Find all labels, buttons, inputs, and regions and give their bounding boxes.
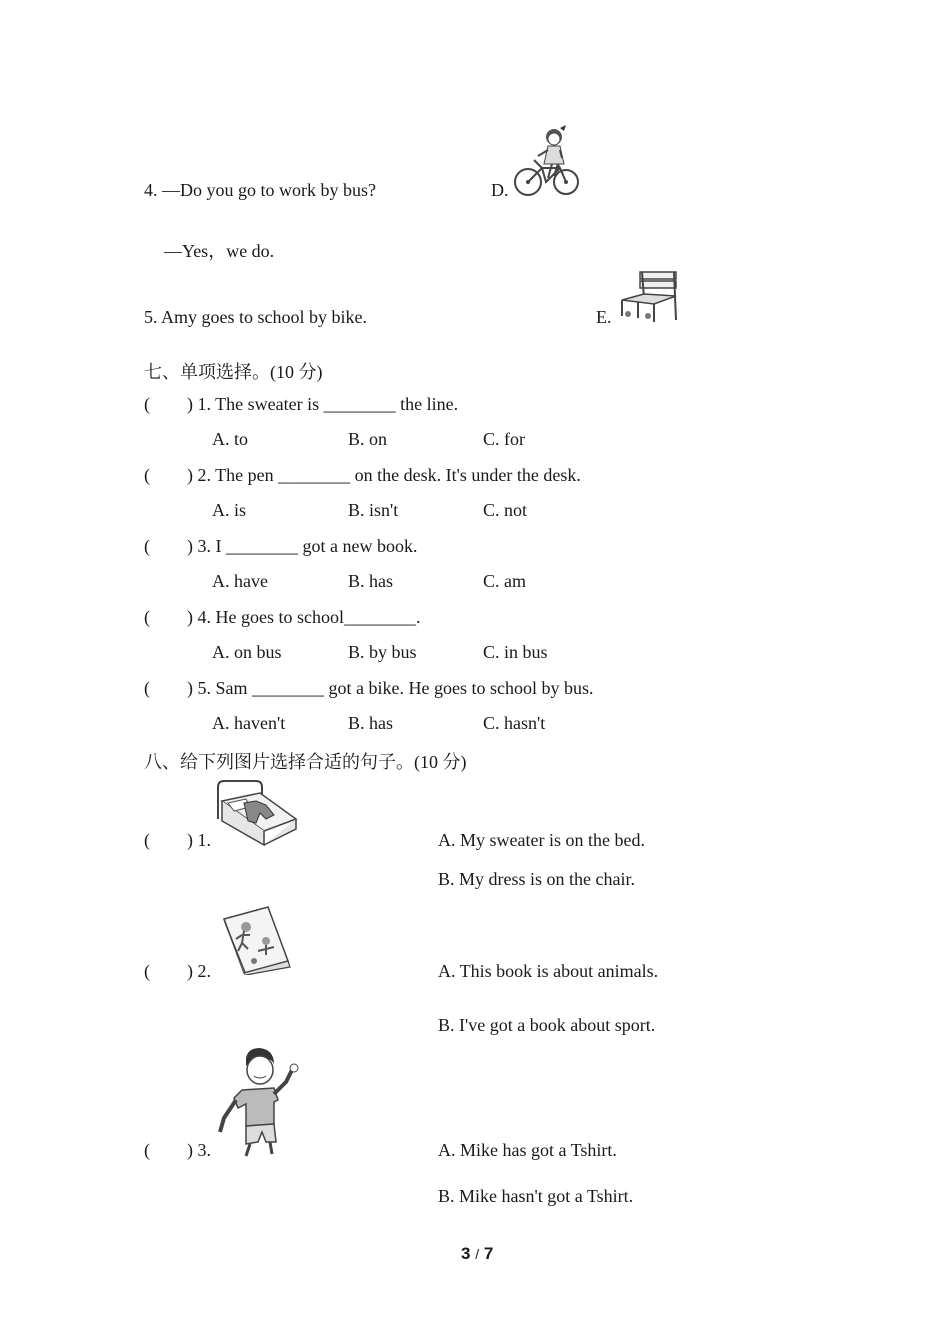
boy-in-tshirt-icon bbox=[216, 1046, 300, 1158]
option-a: A. My sweater is on the bed. bbox=[438, 830, 645, 850]
question-stem: ) 4. He goes to school________. bbox=[187, 607, 421, 627]
option-a: A. Mike has got a Tshirt. bbox=[438, 1140, 617, 1160]
option-b: B. My dress is on the chair. bbox=[438, 869, 635, 889]
answer-paren: ( bbox=[144, 536, 150, 556]
option-e-label: E. bbox=[596, 307, 612, 327]
answer-paren: ( bbox=[144, 394, 150, 414]
page-number bbox=[461, 1244, 493, 1264]
option-b: B. I've got a book about sport. bbox=[438, 1015, 656, 1035]
item-label: ) 3. bbox=[187, 1140, 211, 1160]
section-8-heading: 八、给下列图片选择合适的句子。(10 分) bbox=[144, 752, 467, 772]
answer-paren: ( bbox=[144, 830, 150, 850]
question-stem: ) 3. I ________ got a new book. bbox=[187, 536, 418, 556]
question-4-line2: —Yes，we do. bbox=[164, 241, 275, 261]
option-b: B. has bbox=[348, 713, 393, 733]
item-label: ) 2. bbox=[187, 961, 211, 981]
option-a: A. to bbox=[212, 429, 248, 449]
question-stem: ) 1. The sweater is ________ the line. bbox=[187, 394, 459, 414]
answer-paren: ( bbox=[144, 465, 150, 485]
option-a: A. is bbox=[212, 500, 247, 520]
option-c: C. hasn't bbox=[483, 713, 546, 733]
question-stem: ) 2. The pen ________ on the desk. It's under the desk. bbox=[187, 465, 581, 485]
option-d-label: D. bbox=[491, 180, 509, 200]
question-4-line1: 4. —Do you go to work by bus? bbox=[144, 180, 376, 200]
option-b: B. on bbox=[348, 429, 388, 449]
option-c: C. am bbox=[483, 571, 526, 591]
section-7-heading: 七、单项选择。(10 分) bbox=[144, 362, 323, 382]
option-a: A. have bbox=[212, 571, 268, 591]
option-b: B. by bus bbox=[348, 642, 417, 662]
item-label: ) 1. bbox=[187, 830, 211, 850]
answer-paren: ( bbox=[144, 1140, 150, 1160]
question-5: 5. Amy goes to school by bike. bbox=[144, 307, 367, 327]
option-a: A. This book is about animals. bbox=[438, 961, 659, 981]
chair-icon bbox=[618, 270, 680, 326]
sweater-on-bed-icon bbox=[216, 779, 298, 847]
option-c: C. in bus bbox=[483, 642, 548, 662]
option-b: B. Mike hasn't got a Tshirt. bbox=[438, 1186, 634, 1206]
page-total: 7 bbox=[483, 1244, 494, 1263]
option-c: C. for bbox=[483, 429, 525, 449]
option-b: B. isn't bbox=[348, 500, 399, 520]
page-separator: / bbox=[475, 1246, 480, 1262]
answer-paren: ( bbox=[144, 961, 150, 981]
option-c: C. not bbox=[483, 500, 528, 520]
question-stem: ) 5. Sam ________ got a bike. He goes to school by bus. bbox=[187, 678, 594, 698]
option-a: A. on bus bbox=[212, 642, 282, 662]
sport-book-icon bbox=[222, 905, 292, 975]
answer-paren: ( bbox=[144, 607, 150, 627]
option-b: B. has bbox=[348, 571, 393, 591]
page-current: 3 bbox=[461, 1244, 471, 1263]
option-a: A. haven't bbox=[212, 713, 286, 733]
girl-riding-bike-icon bbox=[512, 124, 582, 198]
answer-paren: ( bbox=[144, 678, 150, 698]
